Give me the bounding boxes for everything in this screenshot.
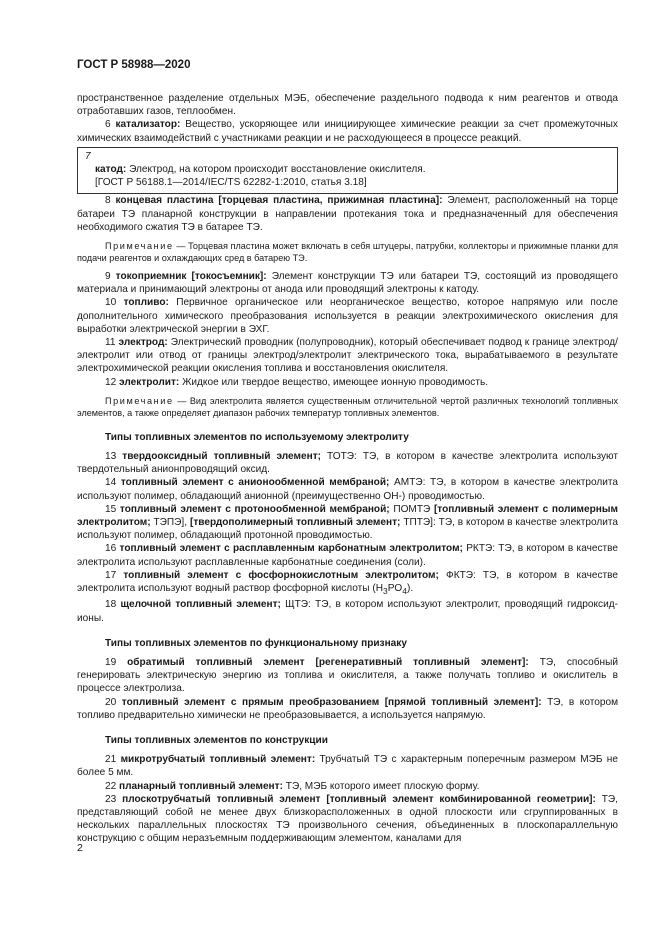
term-18: 18 щелочной топливный элемент; ЩТЭ: ТЭ, в котором используют электролит, проводящий гидроксид-ионы.: [77, 599, 618, 624]
section-heading-electrolyte: Типы топливных элементов по используемому электролиту: [105, 431, 409, 443]
term-11: 11 электрод: Электрический проводник (полупроводник), который обеспечивает подвод к границе электрод/электролит или отвод от границы электрод/электролит электрического тока, вырабатываемого в результате электрохимической реакции окисления топлива и восстановления окислителя.: [77, 337, 618, 375]
term-13: 13 твердооксидный топливный элемент; ТОТЭ: ТЭ, в котором в качестве электролита используют твердотельный анионпроводящий оксид.: [77, 451, 618, 476]
page-number: 2: [77, 842, 83, 854]
section-heading-function: Типы топливных элементов по функциональному признаку: [105, 637, 407, 649]
term-6: 6 катализатор: Вещество, ускоряющее или инициирующее химические реакции за счет промежуточных химических взаимодействий с участниками реакции и не расходующееся в процессе реакций.: [77, 119, 618, 144]
term-7: катод: Электрод, на котором происходит восстановление окислителя.: [95, 164, 426, 176]
term-22: 22 планарный топливный элемент: ТЭ, МЭБ которого имеет плоскую форму.: [105, 780, 480, 792]
note-1: Примечание — Торцевая пластина может включать в себя штуцеры, патрубки, коллекторы и прижимные планки для подачи реагентов и охлаждающих сред в батарею ТЭ.: [77, 241, 619, 264]
term-21: 21 микротрубчатый топливный элемент: Трубчатый ТЭ с характерным поперечным размером МЭБ не более 5 мм.: [77, 754, 618, 779]
term-17: 17 топливный элемент с фосфорнокислотным электролитом; ФКТЭ: ТЭ, в котором в качестве электролита используют водный раствор фосфорной кислоты $(H_3PO_4)$.: [77, 569, 618, 597]
document-header: ГОСТ Р 58988—2020: [77, 59, 191, 71]
term-7-box: [77, 147, 618, 195]
term-12: 12 электролит: Жидкое или твердое вещество, имеющее ионную проводимость.: [105, 376, 489, 388]
term-7-reference: [ГОСТ Р 56188.1—2014/IEC/TS 62282-1:2010, статья 3.18]: [95, 177, 367, 189]
note-2: Примечание — Вид электролита является существенным отличительной чертой различных технологий топливных элементов, а также определяет диапазон рабочих температур топливных элементов.: [77, 395, 618, 418]
term-19: 19 обратимый топливный элемент [регенеративный топливный элемент]: ТЭ, способный генерировать электрическую энергию из топлива и окислителя, а также получать топливо и окислитель в процессе электролиза.: [77, 656, 618, 695]
term-8: 8 концевая пластина [торцевая пластина, прижимная пластина]: Элемент, расположенный на торце батареи ТЭ планарной конструкции в направлении протекания тока и предназначенный для обеспечения необходимого сжатия ТЭ в батарее ТЭ.: [77, 195, 618, 233]
term-10: 10 топливо: Первичное органическое или неорганическое вещество, которое напрямую или после дополнительного химического преобразования используется в реакции электрохимического окисления для выработки электрической энергии в ЭХГ.: [77, 297, 618, 335]
document-body: [77, 92, 618, 846]
section-heading-construction: Типы топливных элементов по конструкции: [105, 734, 328, 746]
term-9: 9 токоприемник [токосъемник]: Элемент конструкции ТЭ или батареи ТЭ, состоящий из проводящего материала и принимающий электроны от анода или проводящий электроны к катоду.: [77, 271, 618, 296]
term-20: 20 топливный элемент с прямым преобразованием [прямой топливный элемент]: ТЭ, в котором топливо предварительно химически не преобразовывается, а используется напрямую.: [77, 696, 619, 721]
intro-paragraph: пространственное разделение отдельных МЭБ, обеспечение раздельного подвода к ним реагентов и отвода отработавших газов, теплообмен.: [77, 93, 618, 118]
term-7-number: 7: [85, 150, 91, 162]
term-23: 23 плоскотрубчатый топливный элемент [топливный элемент комбинированной геометрии]: ТЭ, представляющий собой не менее двух близкорасположенных в одной плоскости или сгруппированных в нескольких параллельных плоскостях ТЭ произвольного сечения, объединенных в плоскопараллельную конструкцию с общим неразъемным поддерживающим элементом, каналами для: [77, 793, 618, 845]
term-14: 14 топливный элемент с анионообменной мембраной; АМТЭ: ТЭ, в котором в качестве электролита используют полимер, обладающий анионной (преимущественно ОН-) проводимостью.: [77, 477, 619, 502]
term-15: 15 топливный элемент с протонообменной мембраной; ПОМТЭ [топливный элемент с полимерным электролитом; ТЭПЭ], [твердополимерный топливный элемент; ТПТЭ]: ТЭ, в котором в качестве электролита используют полимер, обладающий протонной проводимостью.: [77, 503, 618, 542]
term-16: 16 топливный элемент с расплавленным карбонатным электролитом; РКТЭ: ТЭ, в котором в качестве электролита используют расплавленные карбонатные соединения (соли).: [77, 543, 618, 568]
